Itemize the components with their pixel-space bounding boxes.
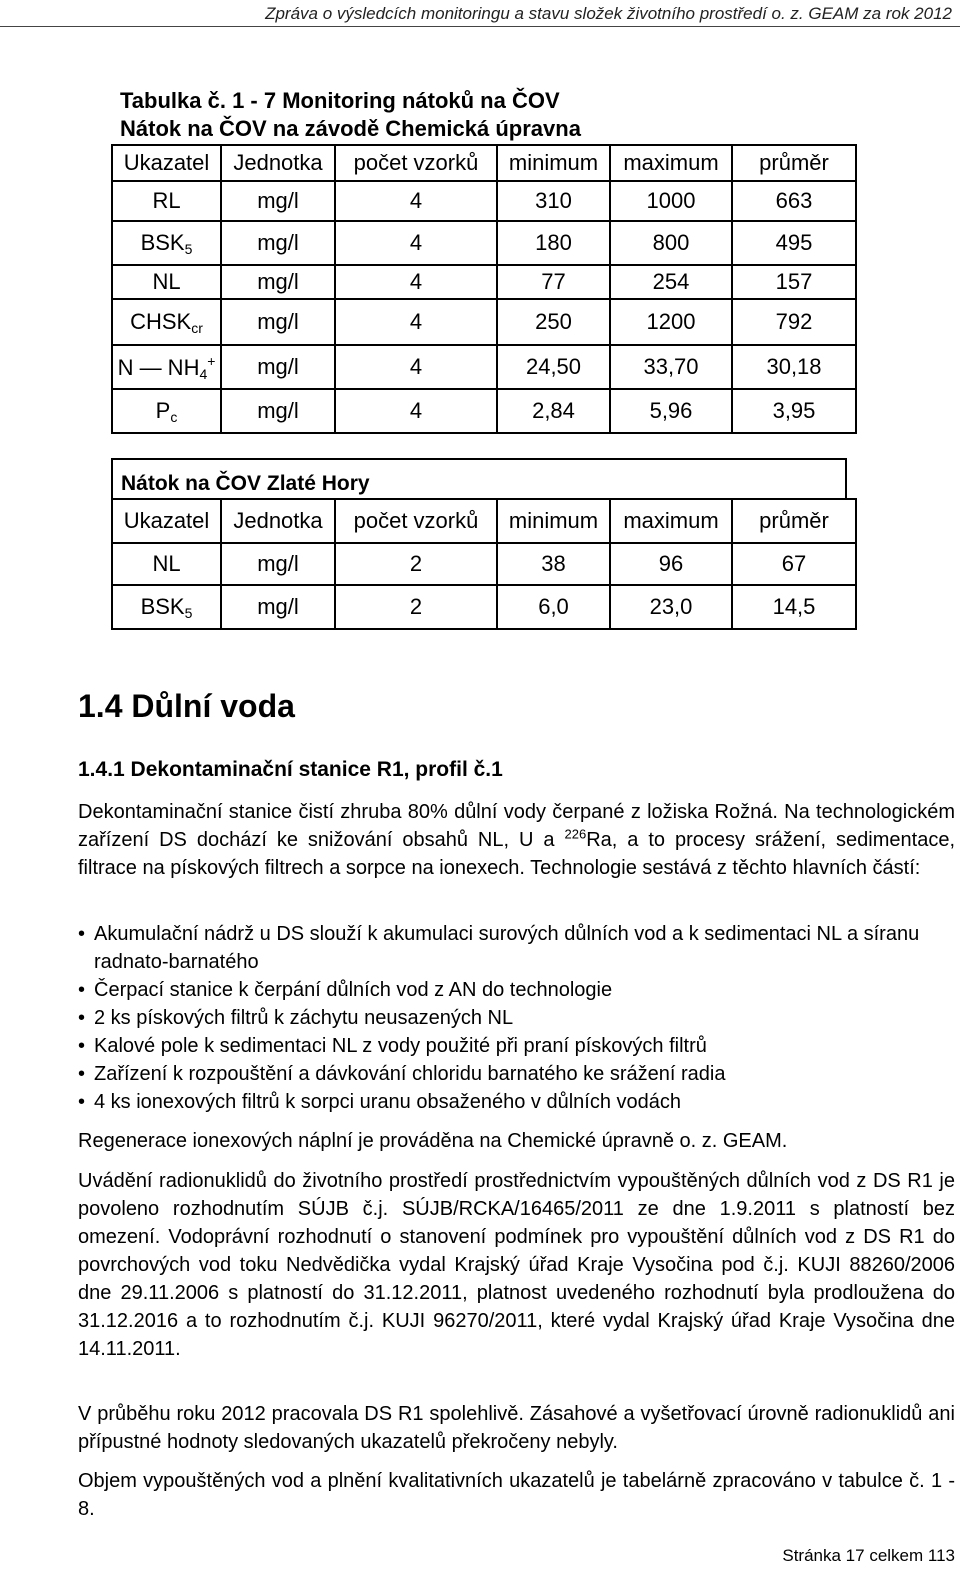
unit-cell: mg/l (221, 181, 335, 221)
indicator-name: N — NH (117, 354, 200, 380)
indicator-name: BSK (140, 593, 185, 619)
indicator-cell (112, 389, 221, 433)
indicator-cell (112, 299, 221, 345)
avg-cell: 30,18 (732, 345, 856, 389)
page-header: Zpráva o výsledcích monitoringu a stavu složek životního prostředí o. z. GEAM za rok 2012 (265, 4, 952, 23)
page-number: Stránka 17 celkem 113 (782, 1546, 955, 1565)
max-cell: 1200 (610, 299, 732, 345)
col-header: průměr (732, 499, 856, 543)
inflow-table-zlate-hory (111, 498, 857, 630)
avg-cell: 3,95 (732, 389, 856, 433)
header-rule (0, 26, 960, 27)
max-cell: 33,70 (610, 345, 732, 389)
indicator-cell (112, 181, 221, 221)
table-header-row (112, 499, 856, 543)
avg-cell: 14,5 (732, 585, 856, 629)
indicator-name: RL (152, 188, 181, 213)
indicator-name: NL (152, 269, 181, 294)
inflow-table-chemical (111, 144, 857, 434)
unit-cell: mg/l (221, 299, 335, 345)
indicator-cell (112, 265, 221, 299)
volume-paragraph: Objem vypouštěných vod a plnění kvalitativních ukazatelů je tabelárně zpracováno v tabulce č. 1 - 8. (78, 1470, 955, 1520)
indicator-subscript: cr (191, 319, 203, 336)
col-header: počet vzorků (335, 499, 497, 543)
indicator-cell (112, 345, 221, 389)
table-subcaption: Nátok na ČOV na závodě Chemická úpravna (120, 116, 581, 141)
indicator-subscript: c (170, 408, 178, 425)
max-cell: 96 (610, 543, 732, 585)
list-item: • Zařízení k rozpouštění a dávkování chloridu barnatého ke srážení radia (78, 1060, 958, 1088)
min-cell: 6,0 (497, 585, 610, 629)
table-row (112, 299, 856, 345)
indicator-name: P (155, 397, 171, 423)
count-cell: 2 (335, 585, 497, 629)
indicator-name: NL (152, 551, 181, 576)
unit-cell: mg/l (221, 345, 335, 389)
isotope-superscript: 226 (564, 826, 587, 842)
col-header: průměr (732, 145, 856, 181)
indicator-name: BSK (140, 229, 185, 255)
table-row (112, 221, 856, 265)
list-item: • Čerpací stanice k čerpání důlních vod z AN do technologie (78, 976, 958, 1004)
table-row (112, 265, 856, 299)
indicator-cell (112, 585, 221, 629)
count-cell: 2 (335, 543, 497, 585)
col-header: počet vzorků (335, 145, 497, 181)
col-header: Jednotka (221, 499, 335, 543)
count-cell: 4 (335, 345, 497, 389)
regeneration-paragraph: Regenerace ionexových náplní je prováděna na Chemické úpravně o. z. GEAM. (78, 1130, 788, 1152)
count-cell: 4 (335, 265, 497, 299)
min-cell: 180 (497, 221, 610, 265)
unit-cell: mg/l (221, 585, 335, 629)
table-row (112, 585, 856, 629)
min-cell: 2,84 (497, 389, 610, 433)
col-header: Ukazatel (112, 145, 221, 181)
avg-cell: 663 (732, 181, 856, 221)
table-row (112, 389, 856, 433)
count-cell: 4 (335, 389, 497, 433)
max-cell: 5,96 (610, 389, 732, 433)
count-cell: 4 (335, 299, 497, 345)
indicator-superscript: + (207, 352, 216, 369)
table-row (112, 543, 856, 585)
list-item: • Kalové pole k sedimentaci NL z vody použité při praní pískových filtrů (78, 1032, 958, 1060)
list-item: • 2 ks pískových filtrů k záchytu neusazených NL (78, 1004, 958, 1032)
table2-caption-box (111, 458, 847, 498)
table-caption: Tabulka č. 1 - 7 Monitoring nátoků na ČOV (120, 88, 560, 113)
indicator-name: CHSK (130, 308, 192, 334)
col-header: maximum (610, 499, 732, 543)
col-header: minimum (497, 145, 610, 181)
unit-cell: mg/l (221, 389, 335, 433)
avg-cell: 67 (732, 543, 856, 585)
list-item: • Akumulační nádrž u DS slouží k akumulaci surových důlních vod a k sedimentaci NL a síranu radnato-barnatého (78, 920, 958, 976)
indicator-subscript: 5 (184, 604, 193, 621)
section-heading: 1.4 Důlní voda (78, 688, 295, 724)
col-header: Ukazatel (112, 499, 221, 543)
min-cell: 310 (497, 181, 610, 221)
intro-text-b: Ra, a to procesy srážení, sedimentace, filtrace na pískových filtrech a sorpce na ionexech. Technologie sestává z těchto hlavních částí: (78, 829, 956, 879)
indicator-cell (112, 221, 221, 265)
technology-parts-list (78, 920, 958, 1116)
unit-cell: mg/l (221, 543, 335, 585)
max-cell: 1000 (610, 181, 732, 221)
subsection-heading: 1.4.1 Dekontaminační stanice R1, profil č.1 (78, 758, 503, 781)
table-header-row (112, 145, 856, 181)
operation-paragraph: V průběhu roku 2012 pracovala DS R1 spolehlivě. Zásahové a vyšetřovací úrovně radionuklidů ani přípustné hodnoty sledovaných ukazatelů překročeny nebyly. (78, 1403, 955, 1453)
avg-cell: 495 (732, 221, 856, 265)
intro-text-a: Dekontaminační stanice čistí zhruba 80% důlní vody čerpané z ložiska Rožná. Na technologickém zařízení DS dochází ke snižování obsahů NL, U a (78, 801, 955, 851)
col-header: Jednotka (221, 145, 335, 181)
count-cell: 4 (335, 181, 497, 221)
list-item: • 4 ks ionexových filtrů k sorpci uranu obsaženého v důlních vodách (78, 1088, 958, 1116)
min-cell: 77 (497, 265, 610, 299)
avg-cell: 157 (732, 265, 856, 299)
indicator-subscript: 4 (199, 365, 208, 382)
indicator-subscript: 5 (184, 240, 193, 257)
intro-paragraph (78, 798, 955, 882)
max-cell: 800 (610, 221, 732, 265)
col-header: maximum (610, 145, 732, 181)
max-cell: 23,0 (610, 585, 732, 629)
max-cell: 254 (610, 265, 732, 299)
min-cell: 250 (497, 299, 610, 345)
count-cell: 4 (335, 221, 497, 265)
table-row (112, 345, 856, 389)
col-header: minimum (497, 499, 610, 543)
avg-cell: 792 (732, 299, 856, 345)
unit-cell: mg/l (221, 221, 335, 265)
table2-caption: Nátok na ČOV Zlaté Hory (121, 472, 370, 495)
permit-paragraph: Uvádění radionuklidů do životního prostředí prostřednictvím vypouštěných důlních vod z DS R1 je povoleno rozhodnutím SÚJB č.j. SÚJB/RCKA/16465/2011 ze dne 1.9.2011 s platností bez omezení. Vodoprávní rozhodnutí o stanovení podmínek pro vypouštění důlních vod z DS R1 do povrchových vod toku Nedvědička vydal Krajský úřad Kraje Vysočina pod č.j. KUJI 88260/2006 dne 29.11.2006 s platností do 31.12.2011, platnost uvedeného rozhodnutí byla prodloužena do 31.12.2016 a to rozhodnutím č.j. KUJI 96270/2011, které vydal Krajský úřad Kraje Vysočina dne 14.11.2011. (78, 1170, 955, 1360)
indicator-cell (112, 543, 221, 585)
min-cell: 24,50 (497, 345, 610, 389)
table-row (112, 181, 856, 221)
unit-cell: mg/l (221, 265, 335, 299)
min-cell: 38 (497, 543, 610, 585)
